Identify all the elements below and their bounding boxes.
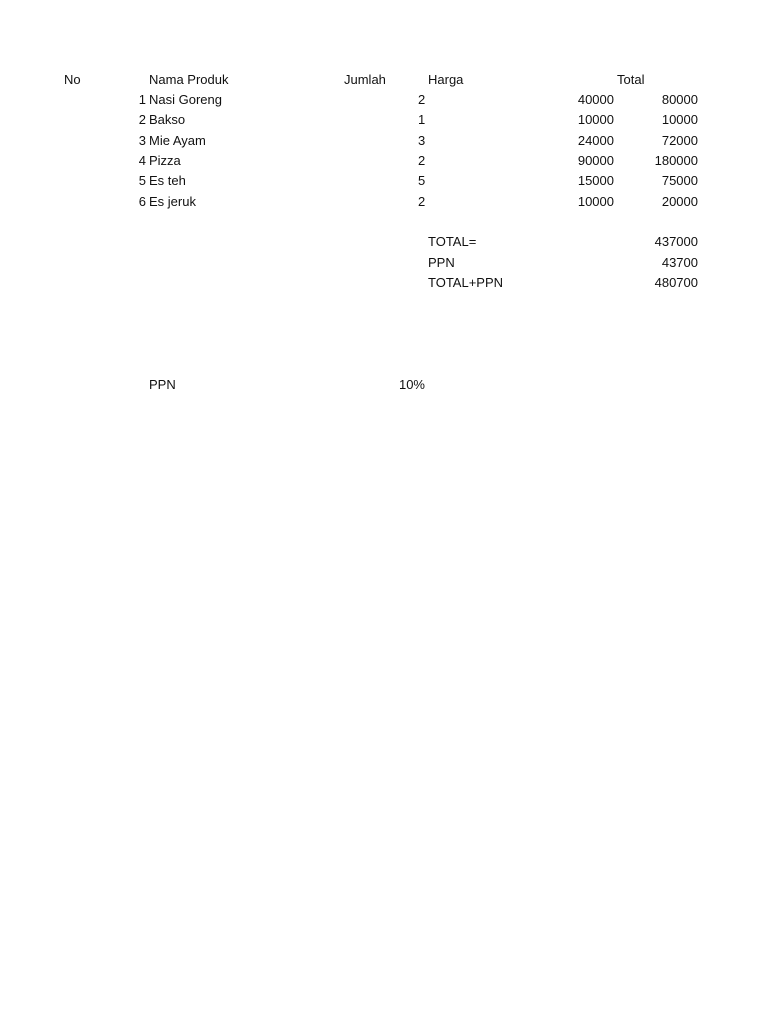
summary-grand-total-label: TOTAL+PPN — [428, 275, 504, 290]
header-nama-produk: Nama Produk — [149, 72, 229, 87]
row-product-name: Es jeruk — [149, 194, 196, 209]
header-harga: Harga — [428, 72, 464, 87]
summary-ppn-value: 43700 — [661, 255, 698, 270]
row-total: 180000 — [654, 153, 698, 168]
row-product-name: Mie Ayam — [149, 133, 206, 148]
row-quantity: 2 — [418, 92, 426, 107]
row-no: 4 — [138, 153, 146, 168]
row-price: 40000 — [577, 92, 614, 107]
row-total: 10000 — [661, 112, 698, 127]
summary-total-value: 437000 — [654, 234, 698, 249]
row-quantity: 2 — [418, 194, 426, 209]
row-no: 2 — [138, 112, 146, 127]
row-no: 1 — [138, 92, 146, 107]
header-no: No — [64, 72, 81, 87]
row-product-name: Nasi Goreng — [149, 92, 222, 107]
row-product-name: Es teh — [149, 173, 186, 188]
row-total: 72000 — [661, 133, 698, 148]
ppn-setting-rate: 10% — [398, 377, 425, 392]
row-total: 20000 — [661, 194, 698, 209]
row-product-name: Pizza — [149, 153, 181, 168]
row-price: 90000 — [577, 153, 614, 168]
ppn-setting-label: PPN — [149, 377, 176, 392]
summary-ppn-label: PPN — [428, 255, 455, 270]
header-total: Total — [617, 72, 645, 87]
row-quantity: 2 — [418, 153, 426, 168]
summary-grand-total-value: 480700 — [654, 275, 698, 290]
row-quantity: 3 — [418, 133, 426, 148]
row-price: 15000 — [577, 173, 614, 188]
row-total: 80000 — [661, 92, 698, 107]
row-price: 24000 — [577, 133, 614, 148]
row-no: 5 — [138, 173, 146, 188]
summary-total-label: TOTAL= — [428, 234, 477, 249]
row-price: 10000 — [577, 112, 614, 127]
row-product-name: Bakso — [149, 112, 186, 127]
row-no: 3 — [138, 133, 146, 148]
header-jumlah: Jumlah — [344, 72, 386, 87]
row-quantity: 5 — [418, 173, 426, 188]
row-no: 6 — [138, 194, 146, 209]
row-price: 10000 — [577, 194, 614, 209]
row-total: 75000 — [661, 173, 698, 188]
row-quantity: 1 — [418, 112, 426, 127]
